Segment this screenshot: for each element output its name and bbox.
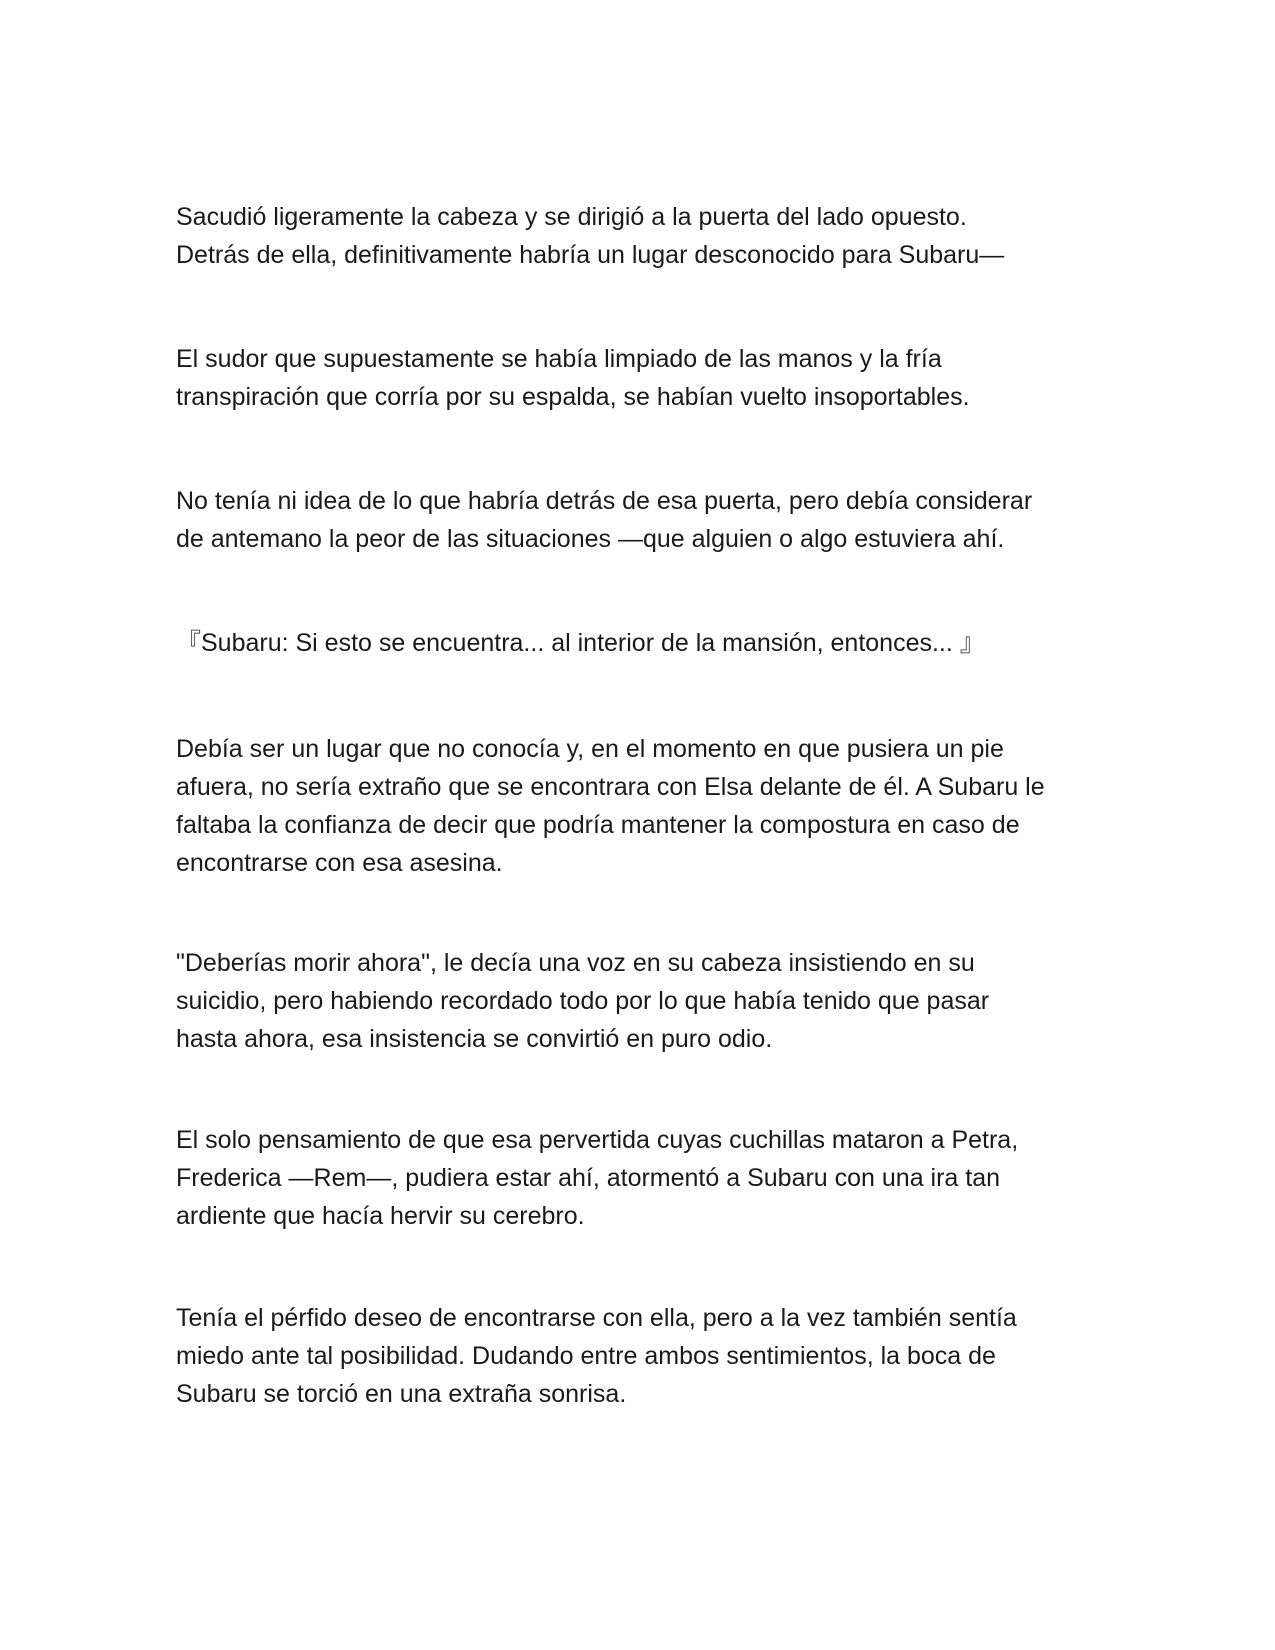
paragraph-8 — [176, 1299, 1106, 1413]
paragraph-line: 『Subaru: Si esto se encuentra... al interior de la mansión, entonces... 』 — [176, 629, 985, 657]
paragraph-7 — [176, 1121, 1106, 1235]
paragraph-line: miedo ante tal posibilidad. Dudando entre ambos sentimientos, la boca de — [176, 1342, 996, 1370]
paragraph-line: suicidio, pero habiendo recordado todo por lo que había tenido que pasar — [176, 987, 990, 1015]
paragraph-line: Subaru se torció en una extraña sonrisa. — [176, 1380, 627, 1408]
dialogue-line — [176, 624, 1106, 662]
paragraph-1 — [176, 198, 1106, 274]
paragraph-line: encontrarse con esa asesina. — [176, 849, 503, 877]
paragraph-line: faltaba la confianza de decir que podría mantener la compostura en caso de — [176, 811, 1020, 839]
paragraph-2 — [176, 340, 1106, 416]
paragraph-5 — [176, 730, 1106, 882]
paragraph-line: ardiente que hacía hervir su cerebro. — [176, 1202, 585, 1230]
paragraph-line: afuera, no sería extraño que se encontrara con Elsa delante de él. A Subaru le — [176, 773, 1045, 801]
paragraph-line: Detrás de ella, definitivamente habría un lugar desconocido para Subaru— — [176, 241, 1005, 269]
paragraph-line: "Deberías morir ahora", le decía una voz en su cabeza insistiendo en su — [176, 949, 975, 977]
paragraph-6 — [176, 944, 1106, 1058]
paragraph-line: Debía ser un lugar que no conocía y, en el momento en que pusiera un pie — [176, 735, 1004, 763]
paragraph-3 — [176, 482, 1106, 558]
paragraph-line: hasta ahora, esa insistencia se convirtió en puro odio. — [176, 1025, 773, 1053]
paragraph-line: Sacudió ligeramente la cabeza y se dirigió a la puerta del lado opuesto. — [176, 203, 967, 231]
paragraph-line: El solo pensamiento de que esa pervertida cuyas cuchillas mataron a Petra, — [176, 1126, 1019, 1154]
paragraph-line: El sudor que supuestamente se había limpiado de las manos y la fría — [176, 345, 942, 373]
paragraph-line: de antemano la peor de las situaciones —que alguien o algo estuviera ahí. — [176, 525, 1005, 553]
paragraph-line: transpiración que corría por su espalda, se habían vuelto insoportables. — [176, 383, 970, 411]
paragraph-line: No tenía ni idea de lo que habría detrás de esa puerta, pero debía considerar — [176, 487, 1033, 515]
paragraph-line: Tenía el pérfido deseo de encontrarse con ella, pero a la vez también sentía — [176, 1304, 1017, 1332]
paragraph-line: Frederica —Rem—, pudiera estar ahí, atormentó a Subaru con una ira tan — [176, 1164, 1001, 1192]
